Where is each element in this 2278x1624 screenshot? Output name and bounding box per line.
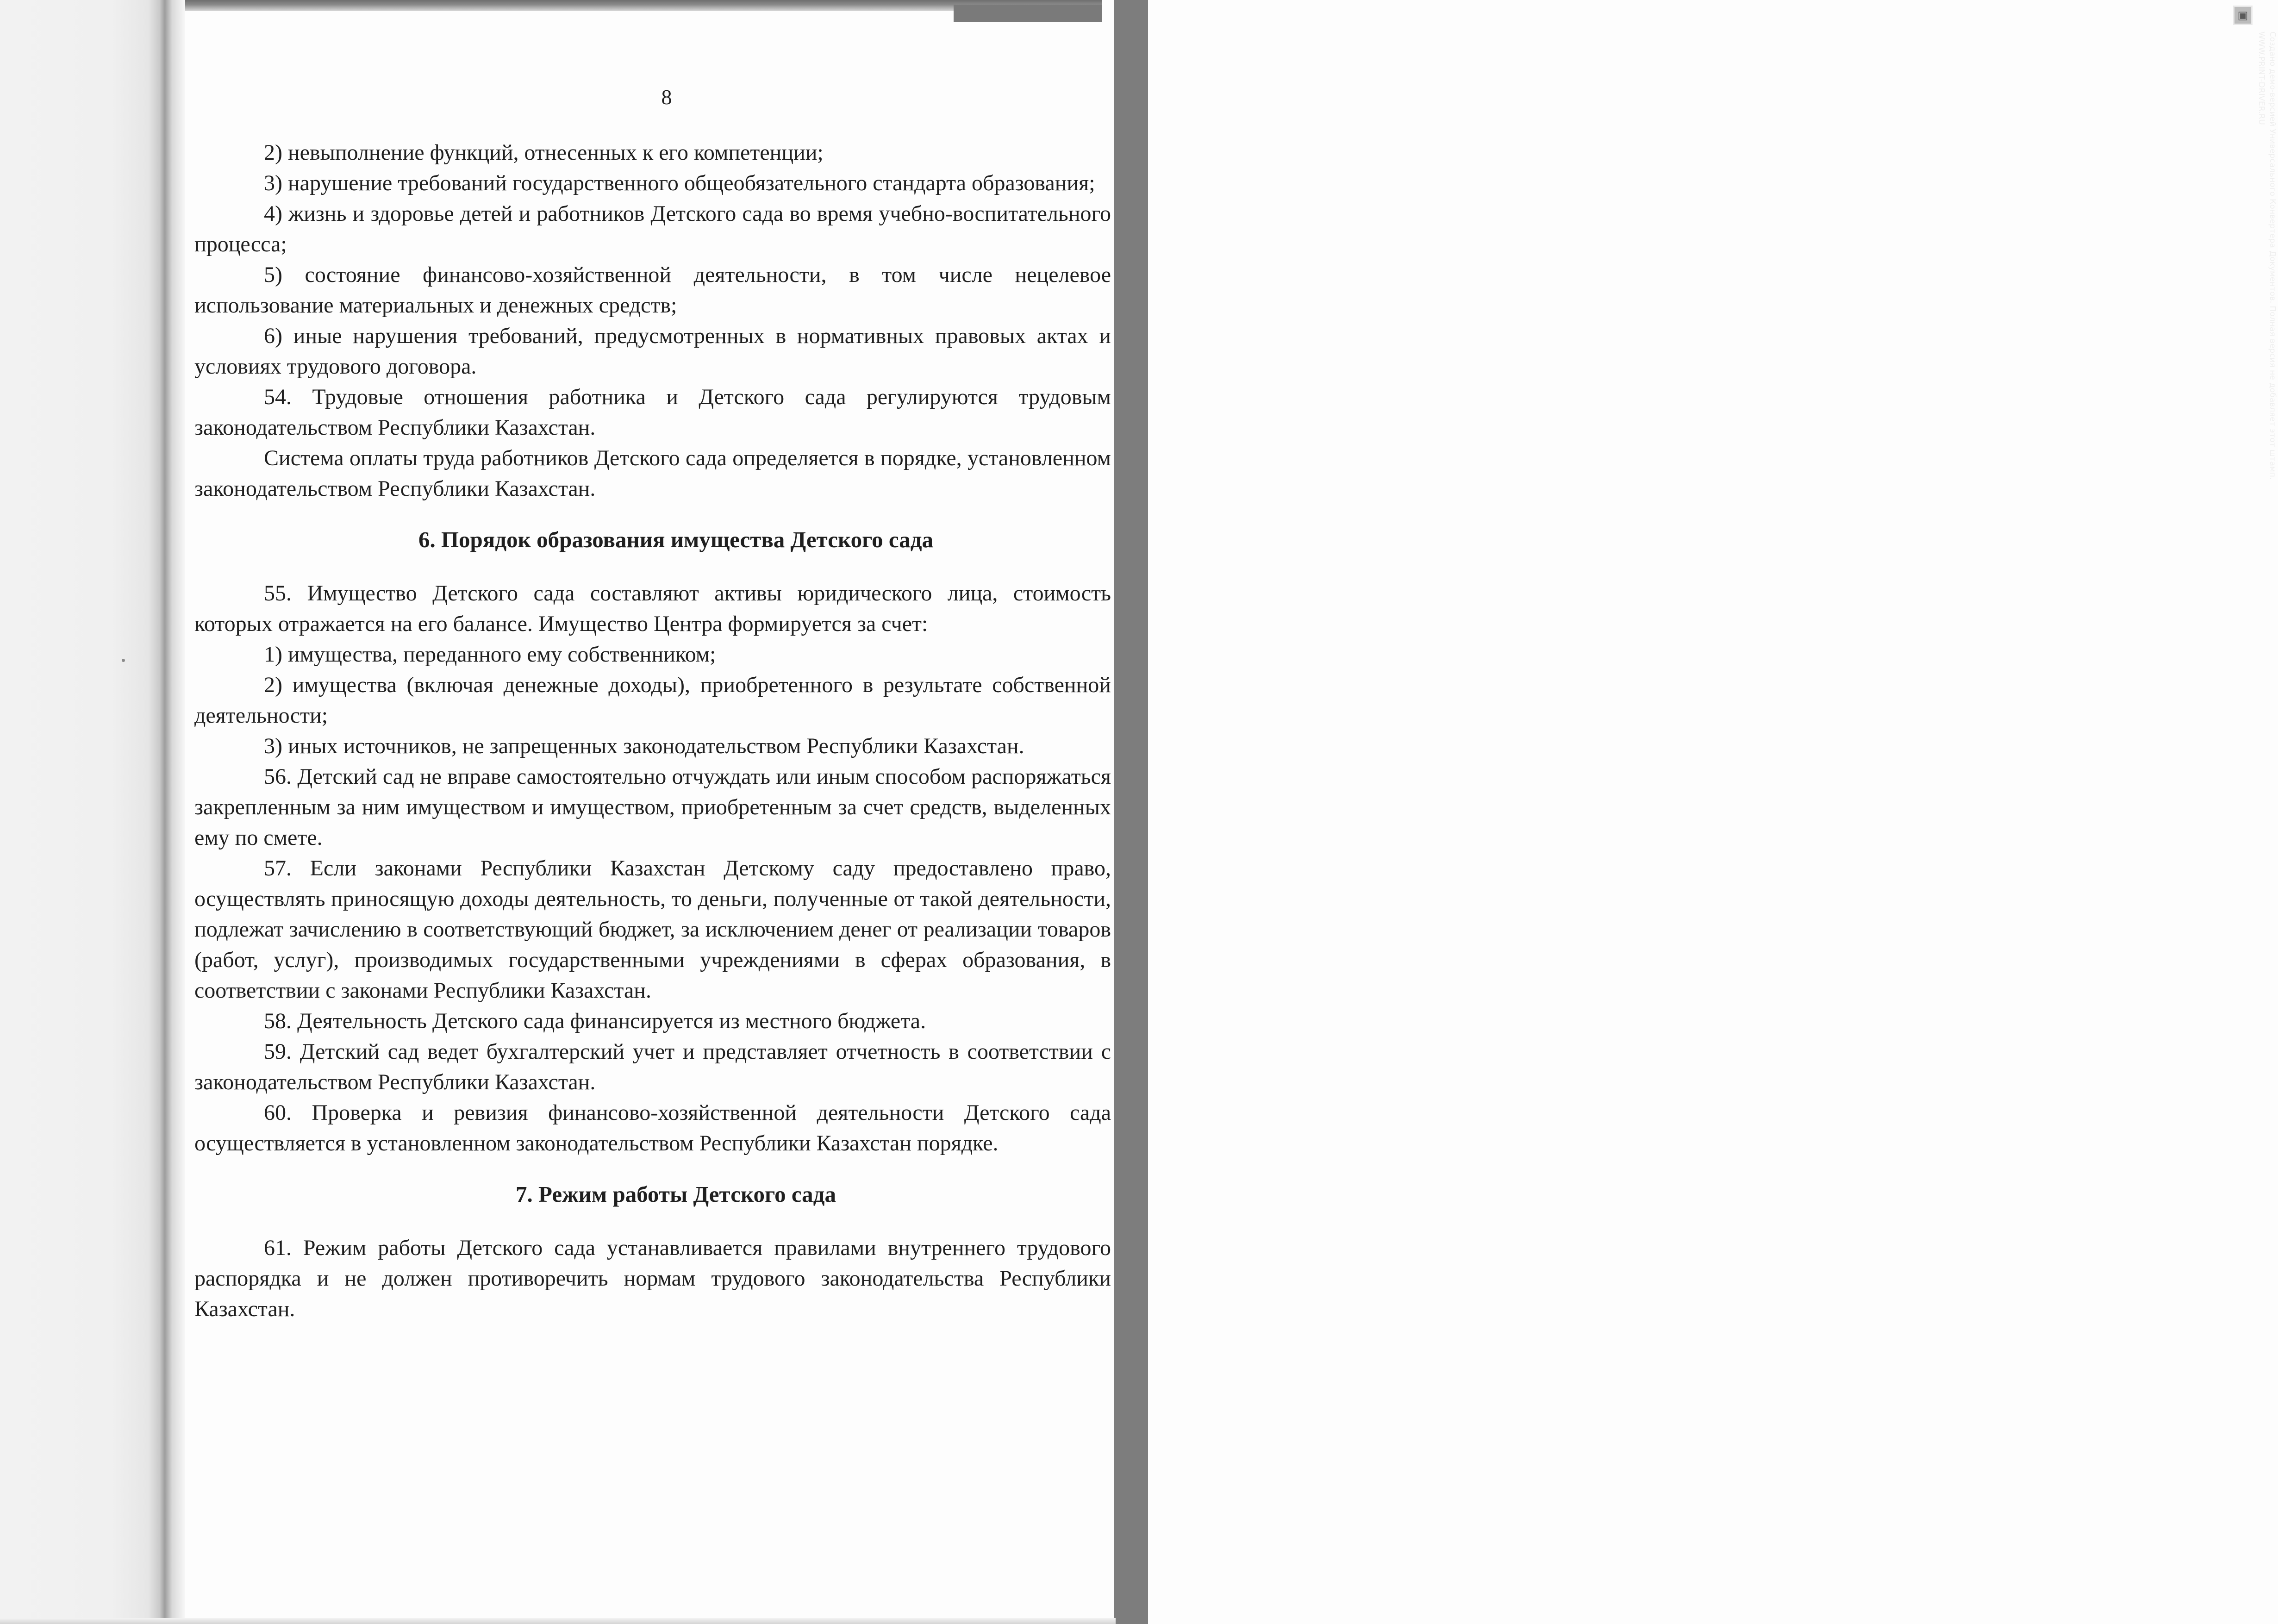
paragraph: Система оплаты труда работников Детского сада определяется в порядке, установленном законодательством Республики Казахстан. [194, 446, 1111, 501]
scan-bottom-edge [0, 1618, 1116, 1624]
watermark-line: WWW.PRINT-DRIVER.RU [2257, 31, 2266, 125]
paragraph: 59. Детский сад ведет бухгалтерский учет и представляет отчетность в соответствии с законодательством Республики Казахстан. [194, 1039, 1111, 1094]
page-number: 8 [661, 85, 672, 109]
paragraph: 2) имущества (включая денежные доходы), приобретенного в результате собственной деятельности; [194, 673, 1111, 728]
paragraph: 61. Режим работы Детского сада устанавливается правилами внутреннего трудового распорядка и не должен противоречить нормам трудового законодательства Республики Казахстан. [194, 1236, 1111, 1321]
paragraph: 60. Проверка и ревизия финансово-хозяйственной деятельности Детского сада осуществляется в установленном законодательством Республики Казахстан порядке. [194, 1100, 1111, 1156]
paragraph: 6) иные нарушения требований, предусмотренных в нормативных правовых актах и условиях трудового договора. [194, 324, 1111, 379]
paragraph: 58. Деятельность Детского сада финансируется из местного бюджета. [264, 1009, 926, 1033]
watermark-line: Создано демо-версией Универсального Конвертера Документов. Полная версия не добавляет этот штамп. [2268, 31, 2277, 480]
print-driver-logo-icon: ▣ [2233, 6, 2253, 25]
section-heading: 7. Режим работы Детского сада [516, 1181, 836, 1207]
paragraph: 57. Если законами Республики Казахстан Детскому саду предоставлено право, осуществлять приносящую доходы деятельность, то деньги, полученные от такой деятельности, подлежат зачислению в соответствующий бюджет, за исключением денег от реализации товаров (работ, услуг), производимых государственными учреждениями в сферах образования, в соответствии с законами Республики Казахстан. [194, 856, 1111, 1003]
paragraph: 4) жизнь и здоровье детей и работников Детского сада во время учебно-воспитательного процесса; [194, 201, 1111, 256]
paragraph: 5) состояние финансово-хозяйственной деятельности, в том числе нецелевое использование материальных и денежных средств; [194, 262, 1111, 318]
paragraph: 1) имущества, переданного ему собственником; [264, 642, 716, 667]
watermark-strip [1114, 0, 2277, 1624]
watermark-text [2256, 31, 2278, 480]
scan-speck [122, 659, 125, 662]
document-body [194, 137, 1111, 1324]
paragraph: 54. Трудовые отношения работника и Детского сада регулируются трудовым законодательством Республики Казахстан. [194, 385, 1111, 440]
paragraph: 3) иных источников, не запрещенных законодательством Республики Казахстан. [264, 734, 1024, 758]
paragraph: 3) нарушение требований государственного общеобязательного стандарта образования; [264, 171, 1095, 195]
binding-gutter [0, 0, 185, 1624]
section-heading: 6. Порядок образования имущества Детского сада [418, 527, 934, 552]
paragraph: 56. Детский сад не вправе самостоятельно отчуждать или иным способом распоряжаться закрепленным за ним имуществом и имуществом, приобретенным за счет средств, выделенных ему по смете. [194, 764, 1111, 850]
paragraph: 2) невыполнение функций, отнесенных к его компетенции; [264, 140, 824, 165]
scan-top-shadow [954, 5, 1116, 22]
paragraph: 55. Имущество Детского сада составляют активы юридического лица, стоимость которых отражается на его балансе. Имущество Центра формируется за счет: [194, 581, 1111, 636]
